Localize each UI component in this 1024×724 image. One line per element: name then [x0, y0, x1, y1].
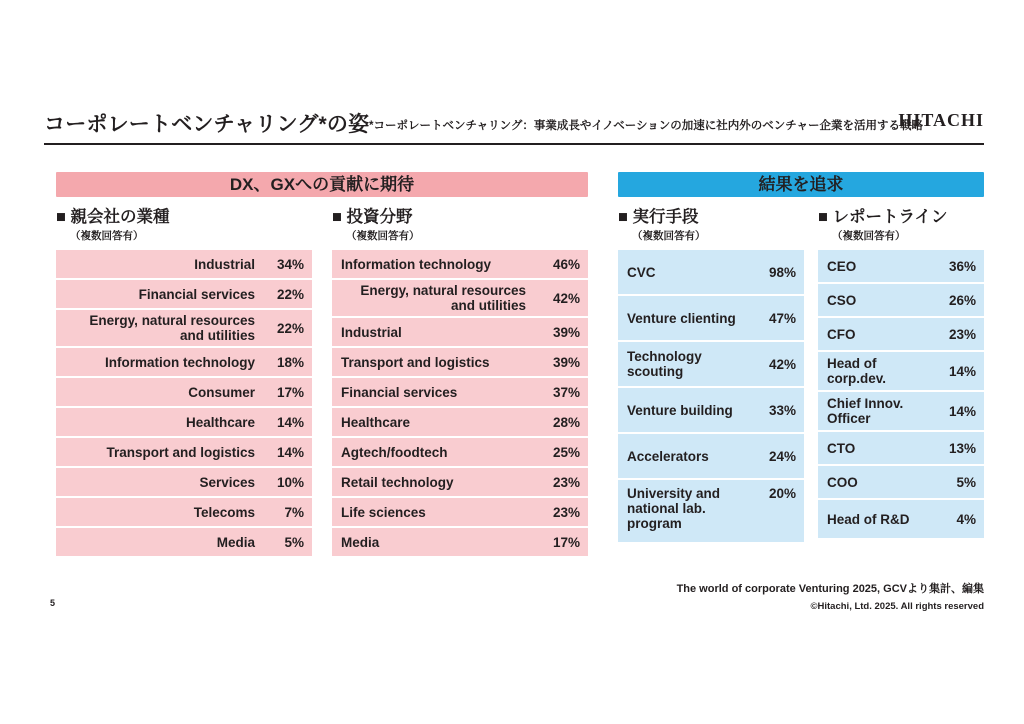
- row-value: 5%: [956, 474, 976, 490]
- table-row: [818, 466, 984, 498]
- row-label: Life sciences: [341, 504, 426, 520]
- row-value: 25%: [552, 444, 580, 460]
- row-value: 5%: [284, 534, 304, 550]
- table-row: [56, 408, 312, 436]
- row-value: 4%: [956, 511, 976, 527]
- row-value: 33%: [768, 402, 796, 418]
- table-row: [332, 378, 588, 406]
- row-value: 28%: [552, 414, 580, 430]
- row-label: Financial services: [341, 384, 458, 400]
- row-label: CFO: [827, 326, 856, 342]
- row-value: 14%: [948, 403, 976, 419]
- row-value: 23%: [552, 504, 580, 520]
- header-divider: [44, 143, 984, 145]
- row-label: CSO: [827, 292, 857, 308]
- row-value: 20%: [768, 486, 796, 502]
- table-row: [618, 342, 804, 386]
- column-subnote: （複数回答有）: [832, 230, 906, 243]
- row-value: 34%: [276, 256, 304, 272]
- table-row: [332, 318, 588, 346]
- row-label: CTO: [827, 440, 856, 456]
- table-row: [618, 480, 804, 542]
- column-subnote: （複数回答有）: [632, 230, 706, 243]
- row-label: Chief Innov. Officer: [827, 396, 904, 427]
- table-row: [332, 280, 588, 316]
- column-parent-industry: [56, 208, 312, 558]
- row-value: 36%: [948, 258, 976, 274]
- table-row: [332, 468, 588, 496]
- row-value: 7%: [284, 504, 304, 520]
- row-label: Financial services: [138, 286, 255, 302]
- table-row: [332, 250, 588, 278]
- column-heading: ■ 親会社の業種: [56, 208, 170, 226]
- page-title: コーポレートベンチャリング*の姿: [44, 113, 370, 136]
- table-row: [56, 468, 312, 496]
- row-value: 39%: [552, 324, 580, 340]
- table-row: [332, 438, 588, 466]
- banner-left: DX、GXへの貢献に期待: [56, 172, 588, 197]
- row-label: CEO: [827, 258, 857, 274]
- row-value: 47%: [768, 310, 796, 326]
- row-value: 14%: [948, 363, 976, 379]
- column-execution-method: [618, 208, 804, 544]
- banner-right: 結果を追求: [618, 172, 984, 197]
- table-row: [56, 250, 312, 278]
- hitachi-logo: HITACHI: [898, 110, 984, 130]
- row-value: 18%: [276, 354, 304, 370]
- table-row: [332, 528, 588, 556]
- table-row: [332, 498, 588, 526]
- row-value: 98%: [768, 264, 796, 280]
- table-row: [618, 388, 804, 432]
- row-label: Telecoms: [193, 504, 255, 520]
- row-list: [332, 250, 588, 556]
- row-label: Media: [216, 534, 255, 550]
- table-row: [818, 432, 984, 464]
- row-value: 22%: [276, 286, 304, 302]
- column-subnote: （複数回答有）: [70, 230, 144, 243]
- row-label: Transport and logistics: [341, 354, 490, 370]
- row-label: Head of corp.dev.: [827, 356, 887, 387]
- row-value: 46%: [552, 256, 580, 272]
- table-row: [332, 408, 588, 436]
- table-row: [56, 438, 312, 466]
- row-value: 10%: [276, 474, 304, 490]
- row-list: [56, 250, 312, 556]
- table-row: [56, 310, 312, 346]
- row-value: 23%: [552, 474, 580, 490]
- row-label: University and national lab. program: [627, 486, 721, 532]
- table-row: [56, 348, 312, 376]
- column-heading: ■ 投資分野: [332, 208, 413, 226]
- row-label: Transport and logistics: [106, 444, 255, 460]
- table-row: [618, 296, 804, 340]
- table-row: [618, 250, 804, 294]
- table-row: [818, 352, 984, 390]
- row-label: Head of R&D: [827, 511, 910, 527]
- table-row: [818, 392, 984, 430]
- column-investment-field: [332, 208, 588, 558]
- row-value: 42%: [768, 356, 796, 372]
- row-label: Consumer: [188, 384, 255, 400]
- table-row: [56, 498, 312, 526]
- row-label: Healthcare: [185, 414, 255, 430]
- row-value: 14%: [276, 444, 304, 460]
- table-row: [618, 434, 804, 478]
- row-label: Venture clienting: [627, 310, 736, 326]
- page-number: 5: [50, 598, 56, 608]
- row-value: 42%: [552, 290, 580, 306]
- table-row: [56, 378, 312, 406]
- row-value: 26%: [948, 292, 976, 308]
- row-label: Agtech/foodtech: [341, 444, 448, 460]
- row-list: [618, 250, 804, 542]
- row-value: 22%: [276, 320, 304, 336]
- row-label: Venture building: [627, 402, 733, 418]
- row-value: 17%: [552, 534, 580, 550]
- row-label: Energy, natural resources and utilities: [89, 313, 255, 344]
- row-label: Industrial: [341, 324, 402, 340]
- row-label: COO: [827, 474, 858, 490]
- row-value: 24%: [768, 448, 796, 464]
- copyright-note: ©Hitachi, Ltd. 2025. All rights reserved: [810, 601, 984, 612]
- column-heading: ■ 実行手段: [618, 208, 699, 226]
- row-value: 13%: [948, 440, 976, 456]
- column-reporting-line: [818, 208, 984, 540]
- row-list: [818, 250, 984, 538]
- table-row: [818, 250, 984, 282]
- title-footnote: *コーポレートベンチャリング：事業成長やイノベーションの加速に社内外のベンチャー企業を活用する戦略: [369, 120, 923, 132]
- table-row: [818, 500, 984, 538]
- row-value: 37%: [552, 384, 580, 400]
- slide-header: [44, 108, 984, 142]
- row-label: Technology scouting: [627, 349, 702, 380]
- row-label: Energy, natural resources and utilities: [360, 283, 526, 314]
- row-label: Media: [341, 534, 380, 550]
- row-label: Retail technology: [341, 474, 454, 490]
- table-row: [56, 528, 312, 556]
- column-subnote: （複数回答有）: [346, 230, 420, 243]
- row-label: Industrial: [194, 256, 255, 272]
- row-value: 17%: [276, 384, 304, 400]
- row-label: Services: [199, 474, 255, 490]
- row-label: Information technology: [105, 354, 255, 370]
- table-row: [56, 280, 312, 308]
- row-value: 39%: [552, 354, 580, 370]
- row-label: CVC: [627, 264, 656, 280]
- row-value: 14%: [276, 414, 304, 430]
- row-label: Information technology: [341, 256, 491, 272]
- row-value: 23%: [948, 326, 976, 342]
- table-row: [818, 284, 984, 316]
- column-heading: ■ レポートライン: [818, 208, 948, 226]
- table-row: [332, 348, 588, 376]
- row-label: Healthcare: [341, 414, 411, 430]
- table-row: [818, 318, 984, 350]
- source-note: The world of corporate Venturing 2025, GCVより集計、編集: [676, 583, 984, 595]
- row-label: Accelerators: [627, 448, 709, 464]
